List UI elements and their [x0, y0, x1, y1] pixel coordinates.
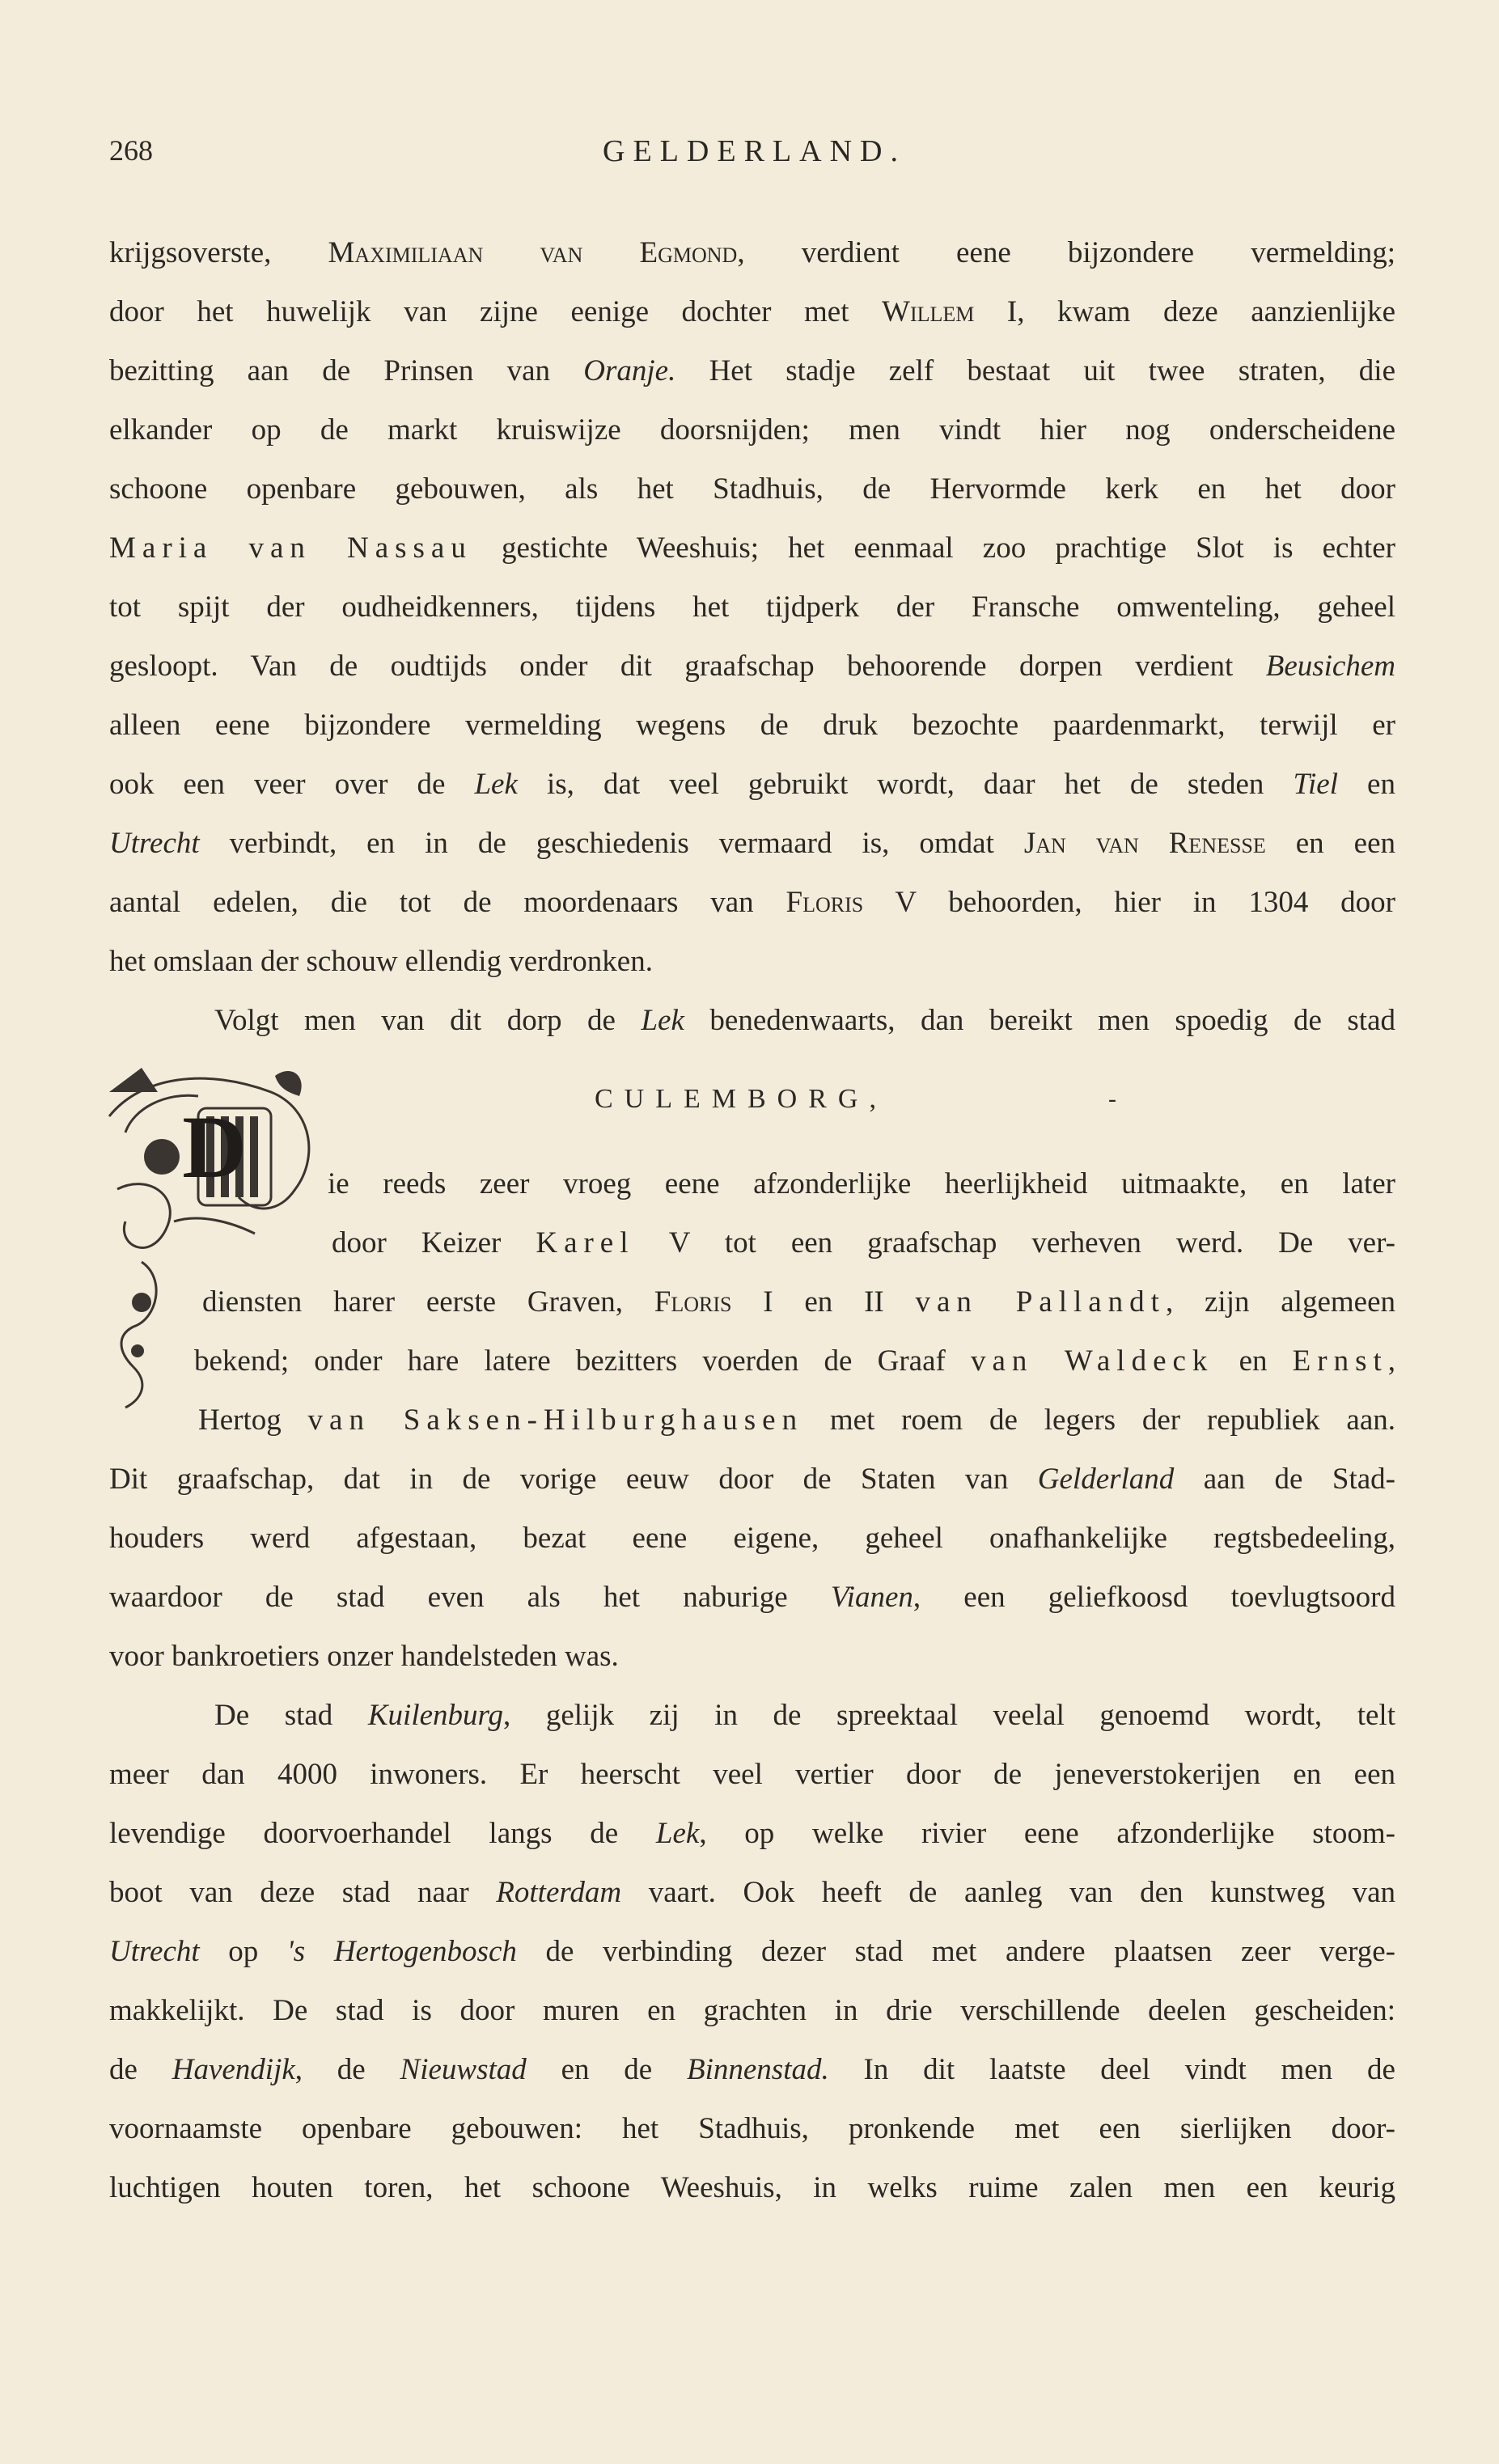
text-line: Utrecht verbindt, en in de geschiedenis vermaard is, omdat Jan van Renesse en een [109, 827, 1395, 860]
text-line: gesloopt. Van de oudtijds onder dit graafschap behoorende dorpen verdient Beusichem [109, 650, 1395, 683]
text-line: ie reeds zeer vroeg eene afzonderlijke heerlijkheid uitmaakte, en later [328, 1167, 1395, 1200]
text-line: Maria van Nassau gestichte Weeshuis; het eenmaal zoo prachtige Slot is echter [109, 531, 1395, 565]
text-line: waardoor de stad even als het naburige Vianen, een geliefkoosd toevlugtsoord [109, 1581, 1395, 1614]
text-line: De stad Kuilenburg, gelijk zij in de spreektaal veelal genoemd wordt, telt [214, 1699, 1395, 1732]
text-line: alleen eene bijzondere vermelding wegens de druk bezochte paardenmarkt, terwijl er [109, 709, 1395, 742]
text-line: schoone openbare gebouwen, als het Stadhuis, de Hervormde kerk en het door [109, 472, 1395, 506]
text-line: diensten harer eerste Graven, Floris I en II van Pallandt, zijn algemeen [202, 1285, 1396, 1319]
page-header [109, 133, 1399, 182]
text-line: tot spijt der oudheidkenners, tijdens het tijdperk der Fransche omwenteling, geheel [109, 591, 1395, 624]
text-line: voor bankroetiers onzer handelsteden was. [109, 1640, 619, 1673]
text-line: bezitting aan de Prinsen van Oranje. Het stadje zelf bestaat uit twee straten, die [109, 354, 1395, 387]
running-head: GELDERLAND. [603, 134, 906, 168]
text-line: levendige doorvoerhandel langs de Lek, op welke rivier eene afzonderlijke stoom- [109, 1817, 1395, 1850]
text-line: Hertog van Saksen-Hilburghausen met roem de legers der republiek aan. [198, 1403, 1395, 1437]
text-line: makkelijkt. De stad is door muren en grachten in drie verschillende deelen gescheiden: [109, 1994, 1395, 2027]
text-line: door het huwelijk van zijne eenige dochter met Willem I, kwam deze aanzienlijke [109, 295, 1395, 328]
section-title: CULEMBORG, [595, 1084, 887, 1114]
text-line: elkander op de markt kruiswijze doorsnijden; men vindt hier nog onderscheidene [109, 413, 1395, 447]
text-line: luchtigen houten toren, het schoone Weeshuis, in welks ruime zalen men een keurig [109, 2171, 1395, 2204]
text-line: de Havendijk, de Nieuwstad en de Binnenstad. In dit laatste deel vindt men de [109, 2053, 1395, 2086]
text-line: bekend; onder hare latere bezitters voerden de Graaf van Waldeck en Ernst, [194, 1344, 1395, 1378]
text-line: ook een veer over de Lek is, dat veel gebruikt wordt, daar het de steden Tiel en [109, 768, 1395, 801]
text-line: Utrecht op 's Hertogenbosch de verbinding dezer stad met andere plaatsen zeer verge- [109, 1935, 1396, 1968]
text-line: het omslaan der schouw ellendig verdronken. [109, 945, 653, 978]
svg-text:D: D [182, 1098, 247, 1196]
stray-mark: - [1108, 1086, 1116, 1112]
page-number: 268 [109, 134, 153, 167]
text-line: meer dan 4000 inwoners. Er heerscht veel vertier door de jeneverstokerijen en een [109, 1758, 1395, 1791]
text-line: Dit graafschap, dat in de vorige eeuw door de Staten van Gelderland aan de Stad- [109, 1463, 1395, 1496]
text-line: boot van deze stad naar Rotterdam vaart. Ook heeft de aanleg van den kunstweg van [109, 1876, 1395, 1909]
text-line: aantal edelen, die tot de moordenaars van Floris V behoorden, hier in 1304 door [109, 886, 1395, 919]
text-line: houders werd afgestaan, bezat eene eigene, geheel onafhankelijke regtsbedeeling, [109, 1522, 1395, 1555]
text-line: krijgsoverste, Maximiliaan van Egmond, verdient eene bijzondere vermelding; [109, 236, 1395, 269]
text-line: Volgt men van dit dorp de Lek benedenwaarts, dan bereikt men spoedig de stad [214, 1004, 1395, 1037]
text-line: door Keizer Karel V tot een graafschap verheven werd. De ver- [332, 1226, 1395, 1260]
text-line: voornaamste openbare gebouwen: het Stadhuis, pronkende met een sierlijken door- [109, 2112, 1395, 2145]
